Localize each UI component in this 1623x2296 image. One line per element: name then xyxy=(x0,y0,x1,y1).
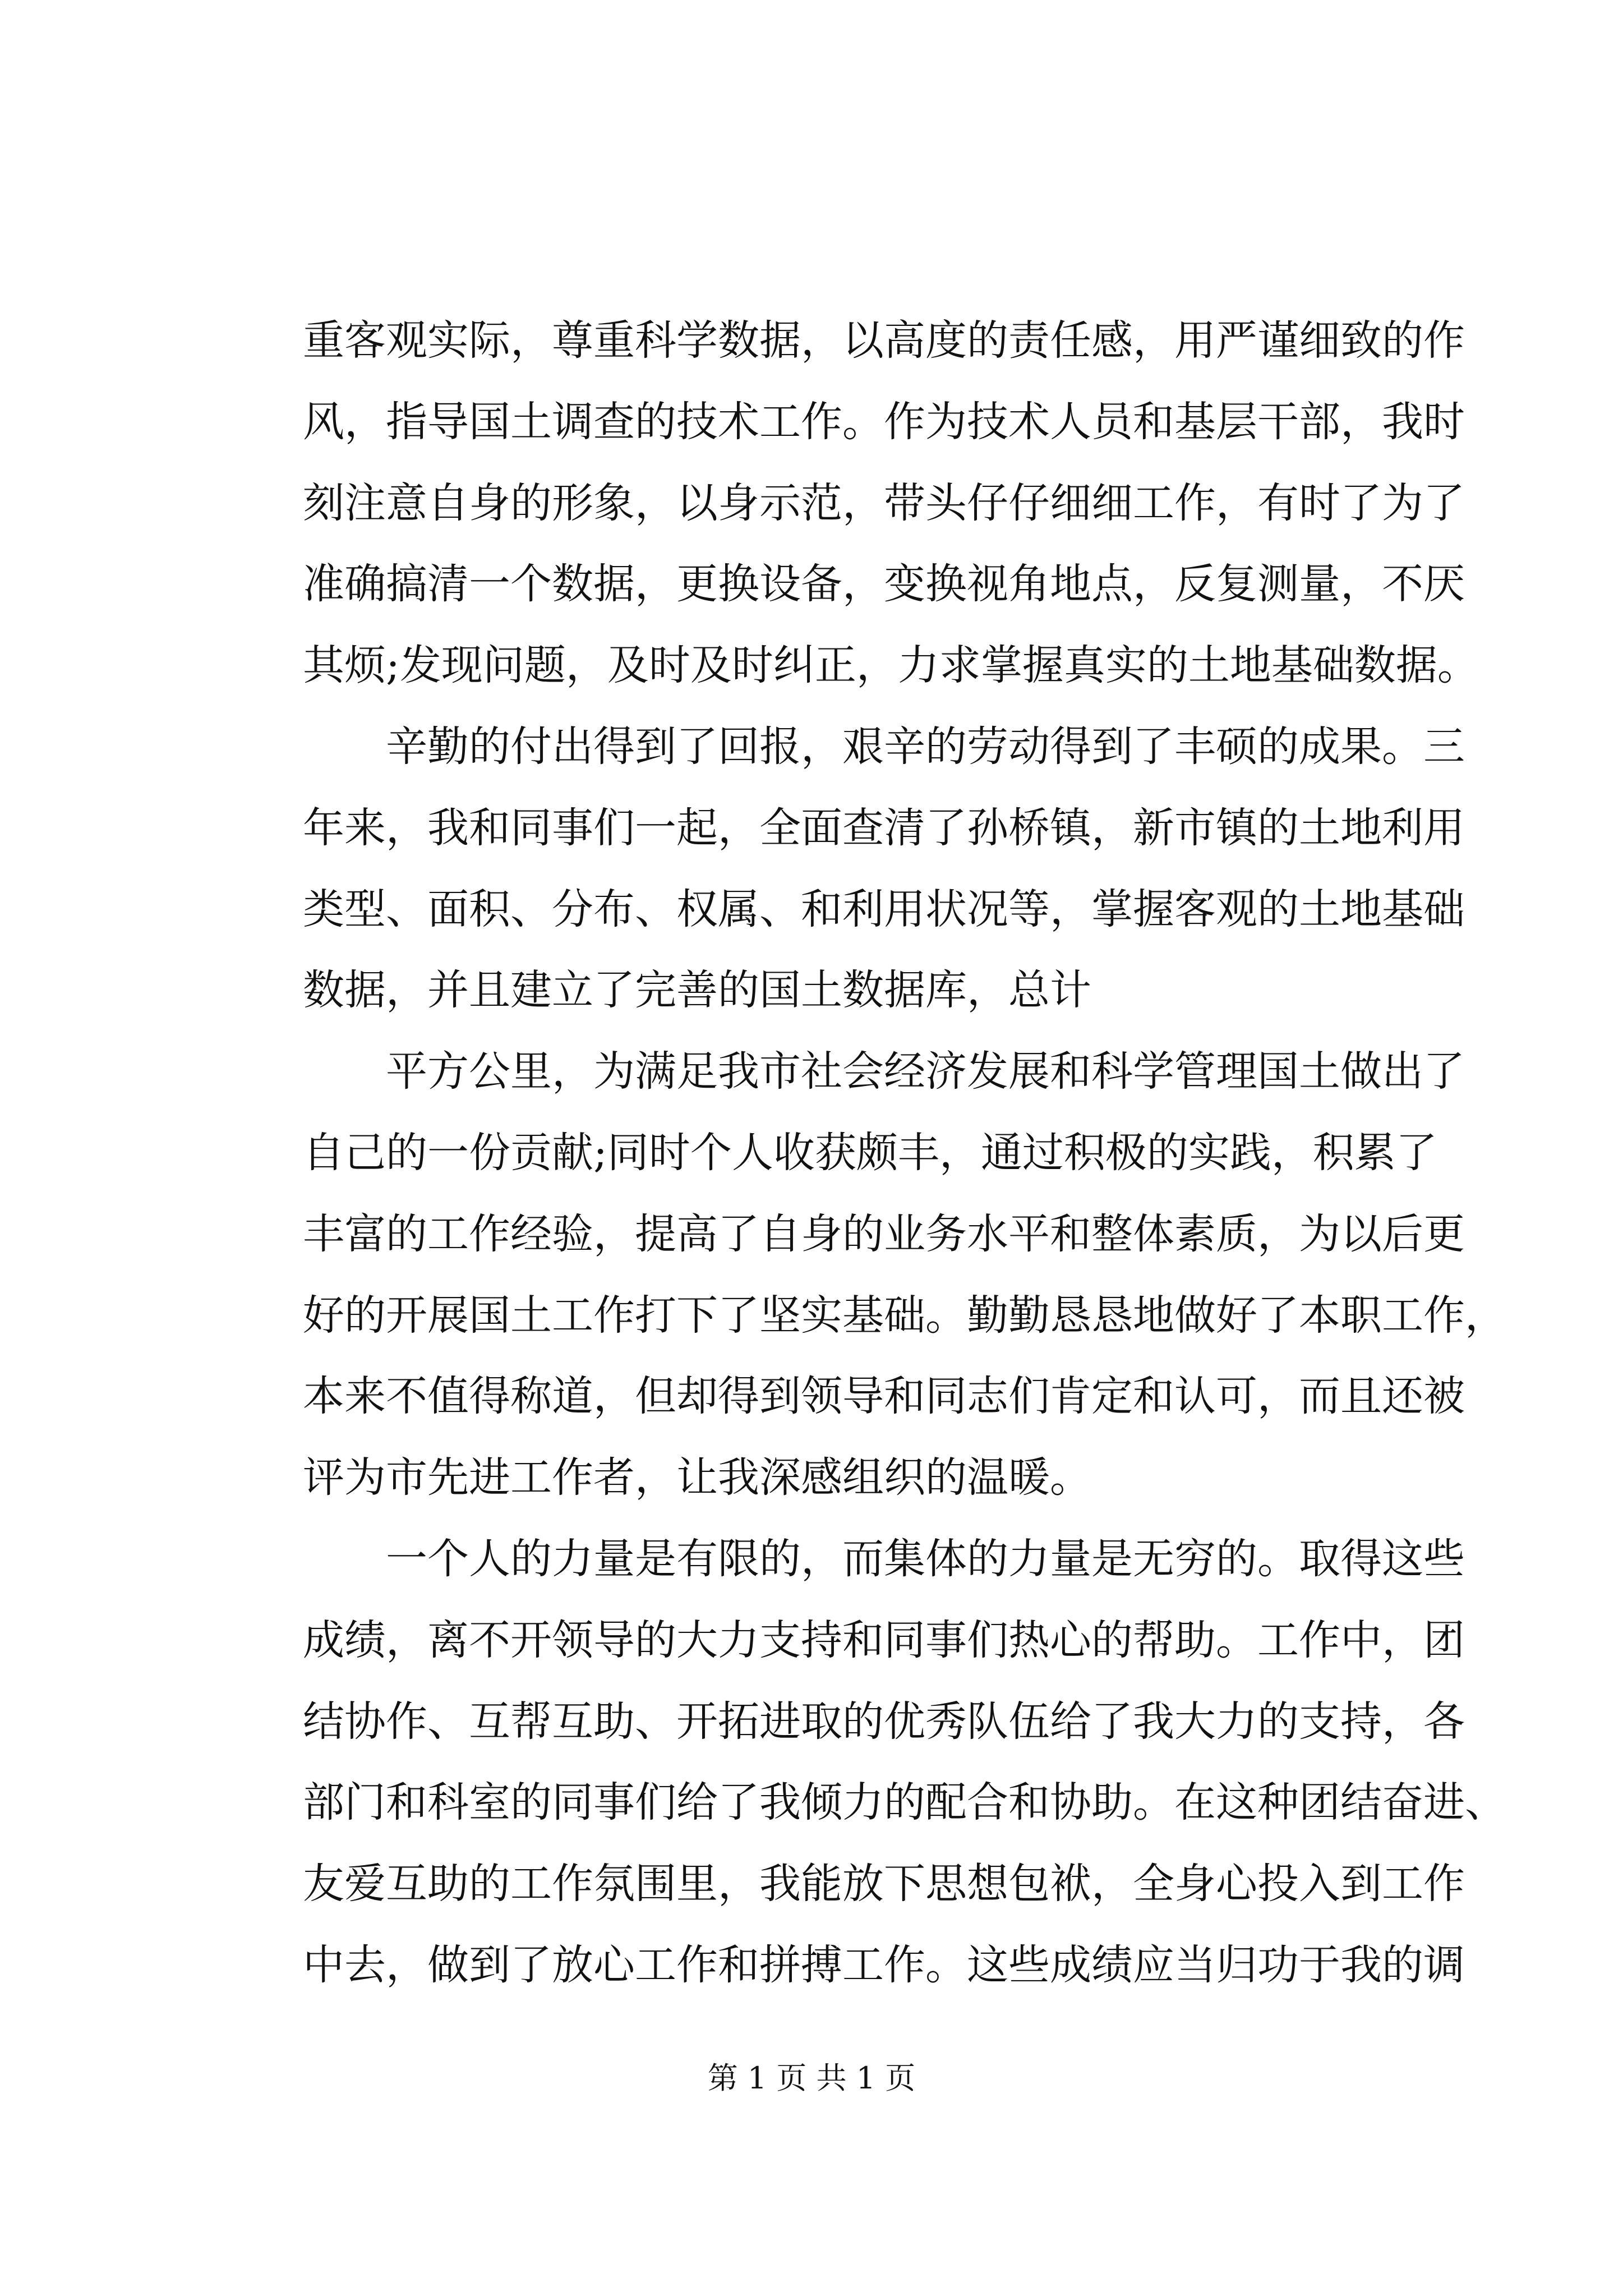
text-line: 部门和科室的同事们给了我倾力的配合和协助。在这种团结奋进、 xyxy=(303,1778,1506,1827)
paragraph-first-line: 平方公里，为满足我市社会经济发展和科学管理国土做出了 xyxy=(386,1047,1465,1096)
text-line: 友爱互助的工作氛围里，我能放下思想包袱，全身心投入到工作 xyxy=(303,1860,1465,1908)
text-line: 年来，我和同事们一起，全面查清了孙桥镇，新市镇的土地利用 xyxy=(303,803,1465,852)
text-line: 好的开展国土工作打下了坚实基础。勤勤恳恳地做好了本职工作， xyxy=(303,1291,1506,1340)
text-line: 成绩，离不开领导的大力支持和同事们热心的帮助。工作中，团 xyxy=(303,1616,1465,1664)
text-line: 本来不值得称道，但却得到领导和同志们肯定和认可，而且还被 xyxy=(303,1372,1465,1421)
page-number-footer: 第 1 页 共 1 页 xyxy=(707,2060,916,2096)
text-line: 准确搞清一个数据，更换设备，变换视角地点，反复测量，不厌 xyxy=(303,560,1465,609)
paragraph-first-line: 一个人的力量是有限的，而集体的力量是无穷的。取得这些 xyxy=(386,1534,1465,1583)
text-line: 其烦;发现问题，及时及时纠正，力求掌握真实的土地基础数据。 xyxy=(303,641,1479,690)
text-line: 丰富的工作经验，提高了自身的业务水平和整体素质，为以后更 xyxy=(303,1209,1465,1258)
text-line: 刻注意自身的形象，以身示范，带头仔仔细细工作，有时了为了 xyxy=(303,478,1465,527)
text-line-last: 评为市先进工作者，让我深感组织的温暖。 xyxy=(303,1453,1091,1502)
text-line-last: 数据，并且建立了完善的国土数据库，总计 xyxy=(303,966,1091,1015)
document-body xyxy=(303,300,1506,2006)
paragraph-first-line: 辛勤的付出得到了回报，艰辛的劳动得到了丰硕的成果。三 xyxy=(386,722,1465,771)
text-line: 风，指导国土调查的技术工作。作为技术人员和基层干部，我时 xyxy=(303,397,1465,446)
text-line: 重客观实际，尊重科学数据，以高度的责任感，用严谨细致的作 xyxy=(303,316,1465,365)
text-line: 自己的一份贡献;同时个人收获颇丰，通过积极的实践，积累了 xyxy=(303,1128,1437,1177)
text-line: 结协作、互帮互助、开拓进取的优秀队伍给了我大力的支持，各 xyxy=(303,1697,1465,1746)
text-line: 中去，做到了放心工作和拼搏工作。这些成绩应当归功于我的调 xyxy=(303,1940,1465,1989)
text-line: 类型、面积、分布、权属、和利用状况等，掌握客观的土地基础 xyxy=(303,885,1465,933)
